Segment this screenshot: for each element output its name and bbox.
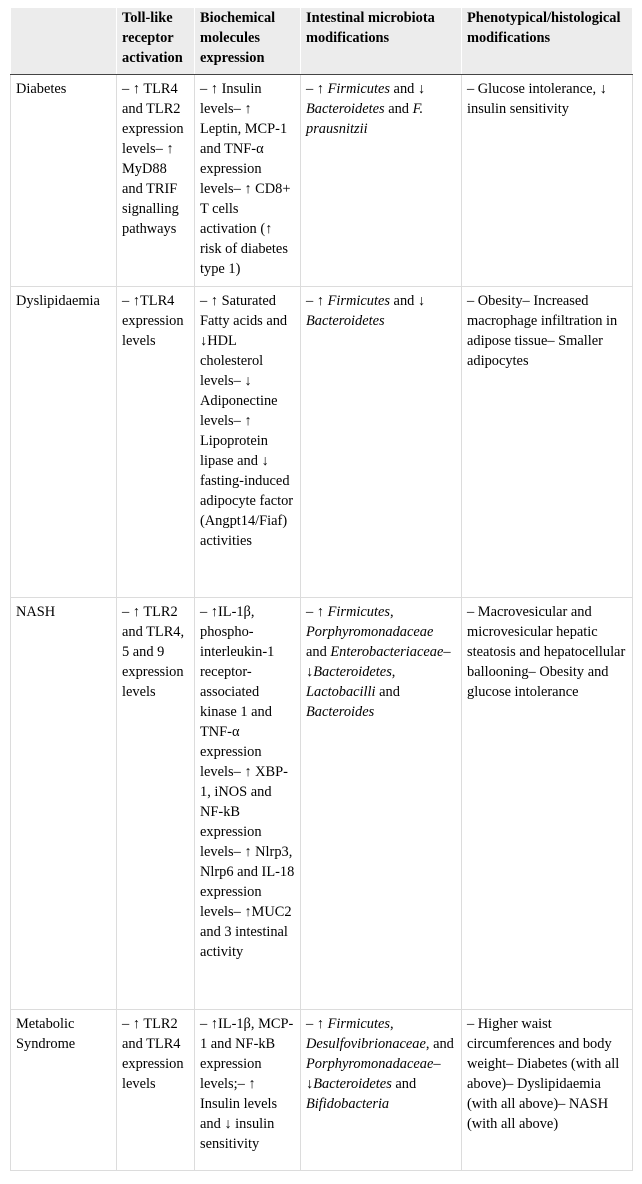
micro-taxon: Bacteroidetes — [306, 313, 385, 329]
cell-microbiota — [301, 598, 462, 1010]
cell-biochem: – ↑IL-1β, phospho-interleukin-1 receptor-associated kinase 1 and TNF-α expression levels– ↑ XBP-1, iNOS and NF-kB expression levels– ↑ Nlrp3, Nlrp6 and IL-18 expression levels– ↑MUC2 and 3 intestinal activity — [195, 598, 301, 1010]
micro-segment: – ↓ — [306, 1056, 441, 1092]
table-body — [11, 75, 633, 1171]
micro-taxon: Lactobacilli — [306, 684, 376, 700]
header-tlr: Toll-like receptor activation — [117, 8, 195, 75]
header-condition — [11, 8, 117, 75]
header-microbiota: Intestinal microbiota modifications — [301, 8, 462, 75]
micro-segment: and — [375, 684, 400, 700]
micro-taxon: Firmicutes — [327, 1016, 390, 1032]
micro-taxon: Bifidobacteria — [306, 1096, 390, 1112]
micro-segment: and — [391, 1076, 417, 1092]
micro-segment: – ↑ — [306, 1016, 328, 1032]
micro-taxon: Porphyromonadaceae — [306, 1056, 434, 1072]
micro-taxon: Enterobacteriaceae — [330, 644, 444, 660]
micro-segment: , — [391, 664, 396, 680]
cell-biochem: – ↑ Saturated Fatty acids and ↓HDL cholesterol levels– ↓ Adiponectine levels– ↑ Lipoprotein lipase and ↓ fasting-induced adipocyte factor (Angpt14/Fiaf) activities — [195, 287, 301, 598]
micro-segment: – ↓ — [306, 644, 451, 680]
cell-microbiota — [301, 75, 462, 287]
micro-taxon: Firmicutes — [327, 293, 390, 309]
micro-segment: , — [389, 604, 394, 620]
data-table — [10, 8, 633, 1171]
cell-tlr: – ↑ TLR2 and TLR4, 5 and 9 expression levels — [117, 598, 195, 1010]
cell-biochem: – ↑IL-1β, MCP-1 and NF-kB expression levels;– ↑ Insulin levels and ↓ insulin sensitivity — [195, 1010, 301, 1171]
cell-tlr: – ↑ TLR2 and TLR4 expression levels — [117, 1010, 195, 1171]
table-row — [11, 75, 633, 287]
cell-condition: Dyslipidaemia — [11, 287, 117, 598]
table-row — [11, 1010, 633, 1171]
micro-segment: , and — [425, 1036, 454, 1052]
cell-condition: Diabetes — [11, 75, 117, 287]
micro-segment: , — [389, 1016, 394, 1032]
table-header — [11, 8, 633, 75]
micro-segment: – ↑ — [306, 81, 328, 97]
cell-phenotype: – Higher waist circumferences and body weight– Diabetes (with all above)– Dyslipidaemia (with all above)– NASH (with all above) — [462, 1010, 633, 1171]
cell-microbiota — [301, 1010, 462, 1171]
micro-taxon: Firmicutes — [327, 81, 390, 97]
cell-phenotype: – Macrovesicular and microvesicular hepatic steatosis and hepatocellular ballooning– Obesity and glucose intolerance — [462, 598, 633, 1010]
cell-phenotype: – Glucose intolerance, ↓ insulin sensitivity — [462, 75, 633, 287]
header-biochem: Biochemical molecules expression — [195, 8, 301, 75]
cell-tlr: – ↑ TLR4 and TLR2 expression levels– ↑ MyD88 and TRIF signalling pathways — [117, 75, 195, 287]
table-row — [11, 598, 633, 1010]
micro-segment: and — [384, 101, 413, 117]
cell-condition: NASH — [11, 598, 117, 1010]
header-phenotype: Phenotypical/histological modifications — [462, 8, 633, 75]
header-row — [11, 8, 633, 75]
micro-segment: – ↑ — [306, 604, 328, 620]
micro-segment: – ↑ — [306, 293, 328, 309]
cell-biochem: – ↑ Insulin levels– ↑ Leptin, MCP-1 and TNF-α expression levels– ↑ CD8+ T cells activation (↑ risk of diabetes type 1) — [195, 75, 301, 287]
micro-segment: and ↓ — [389, 81, 426, 97]
micro-segment: and ↓ — [389, 293, 426, 309]
micro-taxon: Desulfovibrionaceae — [306, 1036, 426, 1052]
micro-taxon: Bacteroidetes — [313, 1076, 392, 1092]
micro-taxon: Bacteroidetes — [313, 664, 392, 680]
micro-taxon: Bacteroides — [306, 704, 375, 720]
cell-microbiota — [301, 287, 462, 598]
micro-taxon: Porphyromonadaceae — [306, 624, 434, 640]
cell-tlr: – ↑TLR4 expression levels — [117, 287, 195, 598]
table-row — [11, 287, 633, 598]
cell-condition: Metabolic Syndrome — [11, 1010, 117, 1171]
micro-taxon: F. prausnitzii — [306, 101, 424, 137]
cell-phenotype: – Obesity– Increased macrophage infiltration in adipose tissue– Smaller adipocytes — [462, 287, 633, 598]
micro-taxon: Firmicutes — [327, 604, 390, 620]
micro-segment: and — [306, 644, 331, 660]
micro-taxon: Bacteroidetes — [306, 101, 385, 117]
